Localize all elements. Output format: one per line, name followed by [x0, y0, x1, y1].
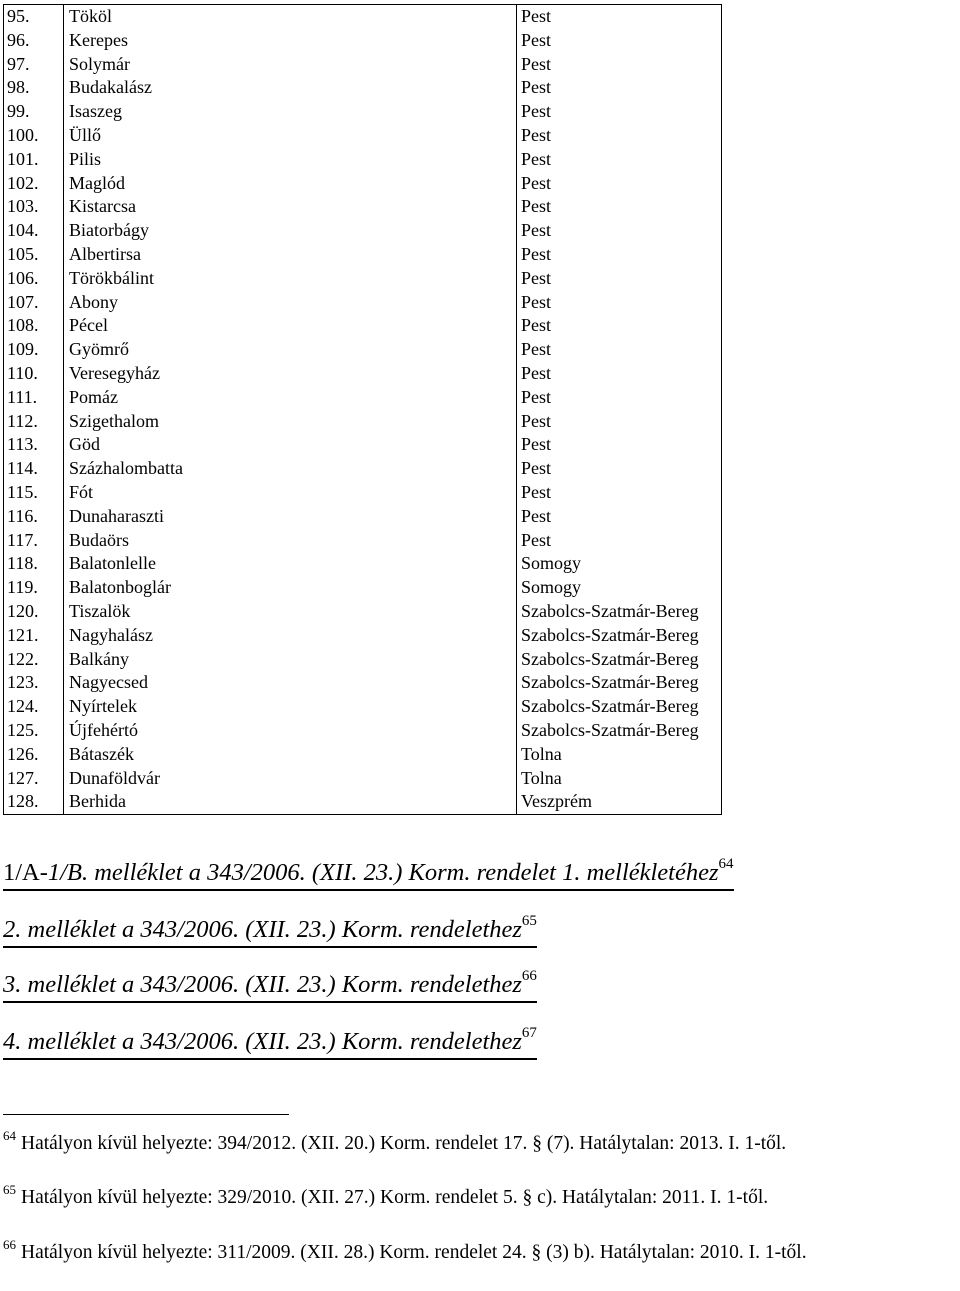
table-row — [4, 267, 722, 291]
row-number-cell: 120. — [4, 600, 64, 624]
row-number-cell: 96. — [4, 29, 64, 53]
settlement-name-cell: Albertirsa — [64, 243, 517, 267]
county-cell: Pest — [517, 100, 722, 124]
row-number-cell: 124. — [4, 695, 64, 719]
footnote-text: Hatályon kívül helyezte: 311/2009. (XII. 28.) Korm. rendelet 24. § (3) b). Hatálytalan: 2010. I. 1-től. — [21, 1242, 807, 1263]
row-number-cell: 115. — [4, 481, 64, 505]
table-row — [4, 410, 722, 434]
county-cell: Szabolcs-Szatmár-Bereg — [517, 624, 722, 648]
county-cell: Pest — [517, 505, 722, 529]
settlement-name-cell: Bátaszék — [64, 743, 517, 767]
annex-heading-text: 4. melléklet a 343/2006. (XII. 23.) Korm. rendelethez — [3, 1028, 522, 1055]
settlement-name-cell: Nagyhalász — [64, 624, 517, 648]
footnote-separator — [3, 1114, 289, 1115]
row-number-cell: 109. — [4, 338, 64, 362]
county-cell: Pest — [517, 457, 722, 481]
table-row — [4, 29, 722, 53]
county-cell: Pest — [517, 76, 722, 100]
county-cell: Pest — [517, 267, 722, 291]
row-number-cell: 126. — [4, 743, 64, 767]
settlement-name-cell: Kistarcsa — [64, 195, 517, 219]
county-cell: Pest — [517, 195, 722, 219]
row-number-cell: 95. — [4, 5, 64, 29]
annex-heading-text: 3. melléklet a 343/2006. (XII. 23.) Korm. rendelethez — [3, 971, 522, 998]
county-cell: Veszprém — [517, 790, 722, 814]
table-row — [4, 195, 722, 219]
table-row — [4, 172, 722, 196]
table-row — [4, 719, 722, 743]
row-number-cell: 121. — [4, 624, 64, 648]
annex-heading-2[interactable] — [3, 912, 537, 948]
county-cell: Pest — [517, 29, 722, 53]
settlement-name-cell: Göd — [64, 433, 517, 457]
annex-heading-prefix: 1/A- — [3, 859, 48, 886]
county-cell: Pest — [517, 362, 722, 386]
row-number-cell: 102. — [4, 172, 64, 196]
settlement-name-cell: Balatonboglár — [64, 576, 517, 600]
annex-heading-1[interactable] — [3, 855, 734, 891]
county-cell: Pest — [517, 148, 722, 172]
table-row — [4, 291, 722, 315]
county-cell: Pest — [517, 314, 722, 338]
settlement-name-cell: Újfehértó — [64, 719, 517, 743]
table-row — [4, 338, 722, 362]
settlement-table — [3, 4, 722, 815]
county-cell: Pest — [517, 5, 722, 29]
table-row — [4, 433, 722, 457]
row-number-cell: 99. — [4, 100, 64, 124]
county-cell: Pest — [517, 291, 722, 315]
footnote-66 — [3, 1236, 938, 1266]
settlement-name-cell: Berhida — [64, 790, 517, 814]
row-number-cell: 111. — [4, 386, 64, 410]
annex-heading-text: 1/B. melléklet a 343/2006. (XII. 23.) Korm. rendelet 1. mellékletéhez — [47, 859, 719, 886]
annex-heading-3[interactable] — [3, 967, 537, 1003]
county-cell: Pest — [517, 124, 722, 148]
row-number-cell: 105. — [4, 243, 64, 267]
annex-heading-text: 2. melléklet a 343/2006. (XII. 23.) Korm. rendelethez — [3, 916, 522, 943]
table-row — [4, 243, 722, 267]
row-number-cell: 100. — [4, 124, 64, 148]
settlement-name-cell: Gyömrő — [64, 338, 517, 362]
settlement-name-cell: Szigethalom — [64, 410, 517, 434]
footnote-65 — [3, 1181, 938, 1211]
table-row — [4, 600, 722, 624]
footnote-text: Hatályon kívül helyezte: 329/2010. (XII. 27.) Korm. rendelet 5. § c). Hatálytalan: 2011. I. 1-től. — [21, 1187, 769, 1208]
settlement-name-cell: Nyírtelek — [64, 695, 517, 719]
settlement-name-cell: Üllő — [64, 124, 517, 148]
row-number-cell: 107. — [4, 291, 64, 315]
settlement-name-cell: Abony — [64, 291, 517, 315]
footnote-ref[interactable]: 64 — [718, 855, 734, 872]
table-row — [4, 767, 722, 791]
row-number-cell: 112. — [4, 410, 64, 434]
county-cell: Somogy — [517, 576, 722, 600]
table-row — [4, 100, 722, 124]
settlement-name-cell: Dunaföldvár — [64, 767, 517, 791]
footnote-number: 65 — [3, 1181, 16, 1197]
table-row — [4, 505, 722, 529]
county-cell: Pest — [517, 243, 722, 267]
settlement-name-cell: Fót — [64, 481, 517, 505]
settlement-name-cell: Isaszeg — [64, 100, 517, 124]
row-number-cell: 117. — [4, 529, 64, 553]
table-row — [4, 695, 722, 719]
row-number-cell: 128. — [4, 790, 64, 814]
county-cell: Tolna — [517, 743, 722, 767]
table-row — [4, 386, 722, 410]
settlement-name-cell: Pilis — [64, 148, 517, 172]
table-row — [4, 124, 722, 148]
table-row — [4, 53, 722, 77]
county-cell: Pest — [517, 481, 722, 505]
row-number-cell: 114. — [4, 457, 64, 481]
county-cell: Szabolcs-Szatmár-Bereg — [517, 671, 722, 695]
settlement-name-cell: Pécel — [64, 314, 517, 338]
row-number-cell: 108. — [4, 314, 64, 338]
table-row — [4, 362, 722, 386]
settlement-name-cell: Solymár — [64, 53, 517, 77]
county-cell: Szabolcs-Szatmár-Bereg — [517, 695, 722, 719]
row-number-cell: 118. — [4, 552, 64, 576]
footnote-ref[interactable]: 65 — [521, 912, 537, 929]
table-row — [4, 671, 722, 695]
row-number-cell: 98. — [4, 76, 64, 100]
row-number-cell: 122. — [4, 648, 64, 672]
row-number-cell: 116. — [4, 505, 64, 529]
footnote-ref[interactable]: 67 — [521, 1024, 537, 1041]
settlement-name-cell: Budakalász — [64, 76, 517, 100]
footnote-64 — [3, 1127, 938, 1157]
table-row — [4, 457, 722, 481]
footnote-text: Hatályon kívül helyezte: 394/2012. (XII. 20.) Korm. rendelet 17. § (7). Hatálytalan: 2013. I. 1-től. — [21, 1133, 787, 1154]
table-row — [4, 790, 722, 814]
table-row — [4, 5, 722, 29]
row-number-cell: 97. — [4, 53, 64, 77]
county-cell: Pest — [517, 433, 722, 457]
settlement-name-cell: Százhalombatta — [64, 457, 517, 481]
table-row — [4, 648, 722, 672]
county-cell: Pest — [517, 219, 722, 243]
county-cell: Tolna — [517, 767, 722, 791]
table-row — [4, 314, 722, 338]
table-row — [4, 148, 722, 172]
settlement-name-cell: Dunaharaszti — [64, 505, 517, 529]
table-row — [4, 624, 722, 648]
row-number-cell: 125. — [4, 719, 64, 743]
settlement-name-cell: Nagyecsed — [64, 671, 517, 695]
settlement-name-cell: Balatonlelle — [64, 552, 517, 576]
footnote-number: 66 — [3, 1236, 16, 1252]
footnote-number: 64 — [3, 1127, 16, 1143]
settlement-name-cell: Balkány — [64, 648, 517, 672]
county-cell: Pest — [517, 53, 722, 77]
settlement-name-cell: Veresegyház — [64, 362, 517, 386]
county-cell: Pest — [517, 386, 722, 410]
row-number-cell: 106. — [4, 267, 64, 291]
settlement-table-body — [4, 5, 722, 815]
row-number-cell: 113. — [4, 433, 64, 457]
settlement-name-cell: Kerepes — [64, 29, 517, 53]
table-row — [4, 76, 722, 100]
table-row — [4, 576, 722, 600]
settlement-name-cell: Tiszalök — [64, 600, 517, 624]
settlement-name-cell: Tököl — [64, 5, 517, 29]
table-row — [4, 529, 722, 553]
county-cell: Szabolcs-Szatmár-Bereg — [517, 600, 722, 624]
row-number-cell: 101. — [4, 148, 64, 172]
row-number-cell: 123. — [4, 671, 64, 695]
table-row — [4, 219, 722, 243]
row-number-cell: 127. — [4, 767, 64, 791]
table-row — [4, 481, 722, 505]
county-cell: Pest — [517, 172, 722, 196]
county-cell: Pest — [517, 529, 722, 553]
row-number-cell: 103. — [4, 195, 64, 219]
settlement-name-cell: Törökbálint — [64, 267, 517, 291]
settlement-name-cell: Biatorbágy — [64, 219, 517, 243]
county-cell: Szabolcs-Szatmár-Bereg — [517, 719, 722, 743]
county-cell: Somogy — [517, 552, 722, 576]
county-cell: Pest — [517, 338, 722, 362]
settlement-name-cell: Budaörs — [64, 529, 517, 553]
annex-heading-4[interactable] — [3, 1024, 537, 1060]
row-number-cell: 104. — [4, 219, 64, 243]
settlement-name-cell: Maglód — [64, 172, 517, 196]
table-row — [4, 743, 722, 767]
county-cell: Szabolcs-Szatmár-Bereg — [517, 648, 722, 672]
table-row — [4, 552, 722, 576]
settlement-name-cell: Pomáz — [64, 386, 517, 410]
county-cell: Pest — [517, 410, 722, 434]
row-number-cell: 110. — [4, 362, 64, 386]
footnote-ref[interactable]: 66 — [521, 967, 537, 984]
row-number-cell: 119. — [4, 576, 64, 600]
